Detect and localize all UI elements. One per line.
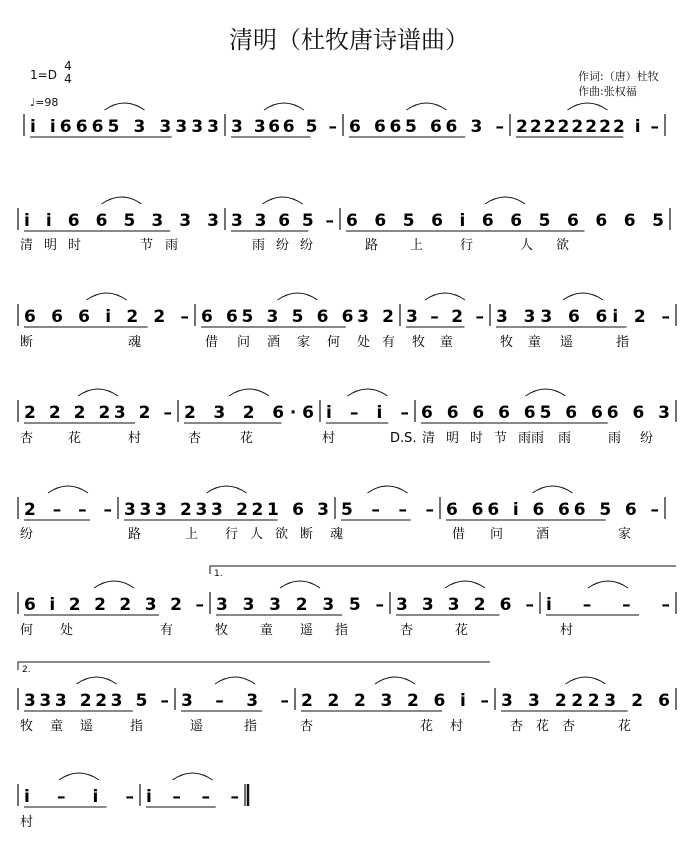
key-signature: 1=D [30, 68, 57, 82]
lyric-syllable: 雨雨 [518, 431, 545, 446]
lyric-syllable: 童 [528, 335, 542, 350]
measure-notes: 3 33 6 6i 2 – [496, 307, 670, 327]
lyric-syllable: 欲 [556, 238, 570, 253]
volta-label: 1. [214, 569, 223, 579]
measure-notes: 3 3 6 5 – [231, 211, 334, 231]
lyric-syllable: 清 [20, 238, 34, 253]
measure-notes: i – – – [546, 595, 670, 615]
measure-notes: 3 – 2 – [406, 307, 484, 327]
lyric-syllable: 牧 [215, 623, 229, 638]
slur-arc [588, 581, 628, 588]
slur-arc [48, 486, 88, 493]
lyric-syllable: 处 [357, 335, 371, 350]
measure-notes: 6 6 6 i 2 2 – [24, 307, 189, 327]
measure-notes: 22222222 i – [516, 117, 659, 137]
lyric-syllable: 遥 [190, 719, 204, 734]
lyric-syllable: 花 [68, 431, 82, 446]
lyric-syllable: 处 [60, 623, 74, 638]
lyric-syllable: 家 [618, 527, 632, 542]
lyric-syllable: 指 [130, 719, 144, 734]
lyric-syllable: 村 [560, 623, 574, 638]
lyric-syllable: 路 [365, 238, 379, 253]
measure-notes: 3 – 3 – [181, 691, 289, 711]
lyric-syllable: 何 [20, 623, 34, 638]
slur-arc [215, 677, 255, 684]
lyric-syllable: 清 [422, 431, 436, 446]
lyric-syllable: 牧 [412, 335, 426, 350]
lyric-syllable: 童 [260, 623, 274, 638]
lyric-syllable: 魂 [330, 527, 344, 542]
slur-arc [563, 293, 603, 300]
lyric-syllable: 纷 [276, 238, 290, 253]
slur-arc [94, 581, 134, 588]
lyric-syllable: 借 [452, 527, 466, 542]
lyric-syllable: 何 [327, 335, 341, 350]
lyric-syllable: 欲 [275, 527, 289, 542]
slur-arc [348, 389, 388, 396]
lyric-syllable: 家 [297, 335, 311, 350]
measure-notes: i i 6 6 5 3 3 3 [24, 211, 219, 231]
tempo-marking: ♩=98 [30, 96, 59, 109]
lyric-syllable: 村 [128, 431, 142, 446]
measure-notes: 5 – – – [341, 500, 434, 520]
lyric-syllable: 行 [225, 527, 239, 542]
slur-arc [485, 197, 525, 204]
slur-arc [425, 293, 465, 300]
slur-arc [263, 197, 303, 204]
lyric-syllable: 纷 [640, 431, 654, 446]
lyric-syllable: 童 [50, 719, 64, 734]
lyric-syllable: 遥 [560, 335, 574, 350]
lyric-syllable: 牧 [20, 719, 34, 734]
lyric-syllable: 村 [322, 431, 336, 446]
lyric-syllable: 断 [20, 335, 34, 350]
lyric-syllable: 明 [44, 238, 58, 253]
lyric-syllable: D.S. [390, 431, 417, 446]
lyricist-credit: 作词:（唐）杜牧 [578, 70, 659, 83]
volta-bracket [18, 662, 490, 670]
lyric-syllable: 杏 [510, 719, 524, 734]
time-sig-top: 4 [64, 59, 72, 73]
slur-arc [280, 581, 320, 588]
lyric-syllable: 花 [536, 719, 550, 734]
lyric-syllable: 雨 [608, 431, 622, 446]
measure-notes: 6 66 i 6 66 5 6 – [446, 500, 659, 520]
measure-notes: 3 366 5 – [231, 117, 337, 137]
slur-arc [105, 103, 145, 110]
measure-notes: 2 – – – [24, 500, 112, 520]
lyric-syllable: 花 [240, 431, 254, 446]
measure-notes: 6 i 2 2 2 3 2 – [24, 595, 204, 615]
measure-notes: i – i – [326, 403, 409, 423]
lyric-syllable: 杏 [188, 431, 202, 446]
lyric-syllable: 杏 [20, 431, 34, 446]
lyric-syllable: 上 [185, 527, 199, 542]
slur-arc [78, 389, 118, 396]
measure-notes: 3 3 2223 2 6 [501, 691, 670, 711]
measure-notes: 6 6 5 6 i 6 6 5 6 6 6 5 [346, 211, 664, 231]
slur-arc [568, 103, 608, 110]
lyric-syllable: 时 [68, 238, 82, 253]
slur-arc [77, 677, 117, 684]
lyric-syllable: 问 [237, 335, 251, 350]
lyric-syllable: 遥 [300, 623, 314, 638]
lyric-syllable: 雨 [558, 431, 572, 446]
lyric-syllable: 牧 [500, 335, 514, 350]
lyric-syllable: 指 [616, 335, 630, 350]
measure-notes: i i6665 3 3333 [30, 117, 219, 137]
lyric-syllable: 有 [160, 623, 174, 638]
lyric-syllable: 节 [140, 238, 154, 253]
measure-notes: 3 3 3 2 3 5 – [216, 595, 384, 615]
measure-notes: 6 65 3 5 6 63 2 [201, 307, 394, 327]
measure-notes: i – i – [24, 787, 134, 807]
slur-arc [278, 293, 318, 300]
slur-arc [264, 103, 304, 110]
lyric-syllable: 花 [420, 719, 434, 734]
measure-notes: 6 665 66 3 – [349, 117, 504, 137]
lyric-syllable: 问 [490, 527, 504, 542]
lyric-syllable: 花 [618, 719, 632, 734]
slur-arc [229, 389, 269, 396]
slur-arc [533, 486, 573, 493]
slur-arc [207, 486, 247, 493]
lyric-syllable: 酒 [267, 335, 281, 350]
slur-arc [173, 773, 213, 780]
lyric-syllable: 有 [382, 335, 396, 350]
lyric-syllable: 人 [520, 238, 534, 253]
volta-label: 2. [22, 665, 31, 675]
measure-notes: 2 2 2 3 2 6 i – [301, 691, 489, 711]
slur-arc [526, 389, 566, 396]
slur-arc [59, 773, 99, 780]
measure-notes: 2 2 2 23 2 – [24, 403, 172, 423]
lyric-syllable: 纷 [20, 527, 34, 542]
lyric-syllable: 路 [128, 527, 142, 542]
lyric-syllable: 雨 [252, 238, 266, 253]
time-sig-bottom: 4 [64, 72, 72, 86]
lyric-syllable: 借 [205, 335, 219, 350]
lyric-syllable: 指 [244, 719, 258, 734]
lyric-syllable: 纷 [300, 238, 314, 253]
lyric-syllable: 花 [455, 623, 469, 638]
lyric-syllable: 酒 [536, 527, 550, 542]
lyric-syllable: 魂 [128, 335, 142, 350]
measure-notes: 333 223 5 – [24, 691, 169, 711]
lyric-syllable: 杏 [562, 719, 576, 734]
lyric-syllable: 童 [440, 335, 454, 350]
lyric-syllable: 断 [300, 527, 314, 542]
lyric-syllable: 指 [335, 623, 349, 638]
slur-arc [566, 677, 606, 684]
lyric-syllable: 行 [460, 238, 474, 253]
slur-arc [87, 293, 127, 300]
slur-arc [375, 677, 415, 684]
measure-notes: 3 3 3 2 6 – [396, 595, 534, 615]
song-title: 清明（杜牧唐诗谱曲） [229, 26, 469, 54]
lyric-syllable: 人 [250, 527, 264, 542]
composer-credit: 作曲:张权福 [578, 85, 637, 98]
measure-notes: 2 3 2 6·6 [184, 403, 314, 423]
lyric-syllable: 杏 [300, 719, 314, 734]
lyric-syllable: 时 [470, 431, 484, 446]
lyric-syllable: 遥 [80, 719, 94, 734]
measure-notes: i – – – [146, 787, 239, 807]
slur-arc [368, 486, 408, 493]
lyric-syllable: 村 [450, 719, 464, 734]
lyric-syllable: 上 [410, 238, 424, 253]
lyric-syllable: 明 [446, 431, 460, 446]
lyric-syllable: 村 [20, 815, 34, 830]
measure-notes: 6 6 6 6 65 6 66 6 3 [421, 403, 670, 423]
slur-arc [407, 103, 447, 110]
slur-arc [102, 197, 142, 204]
volta-bracket [210, 566, 676, 574]
lyric-syllable: 节 [494, 431, 508, 446]
measure-notes: 333 233 221 6 3 [124, 500, 329, 520]
slur-arc [445, 581, 485, 588]
lyric-syllable: 雨 [165, 238, 179, 253]
lyric-syllable: 杏 [400, 623, 414, 638]
